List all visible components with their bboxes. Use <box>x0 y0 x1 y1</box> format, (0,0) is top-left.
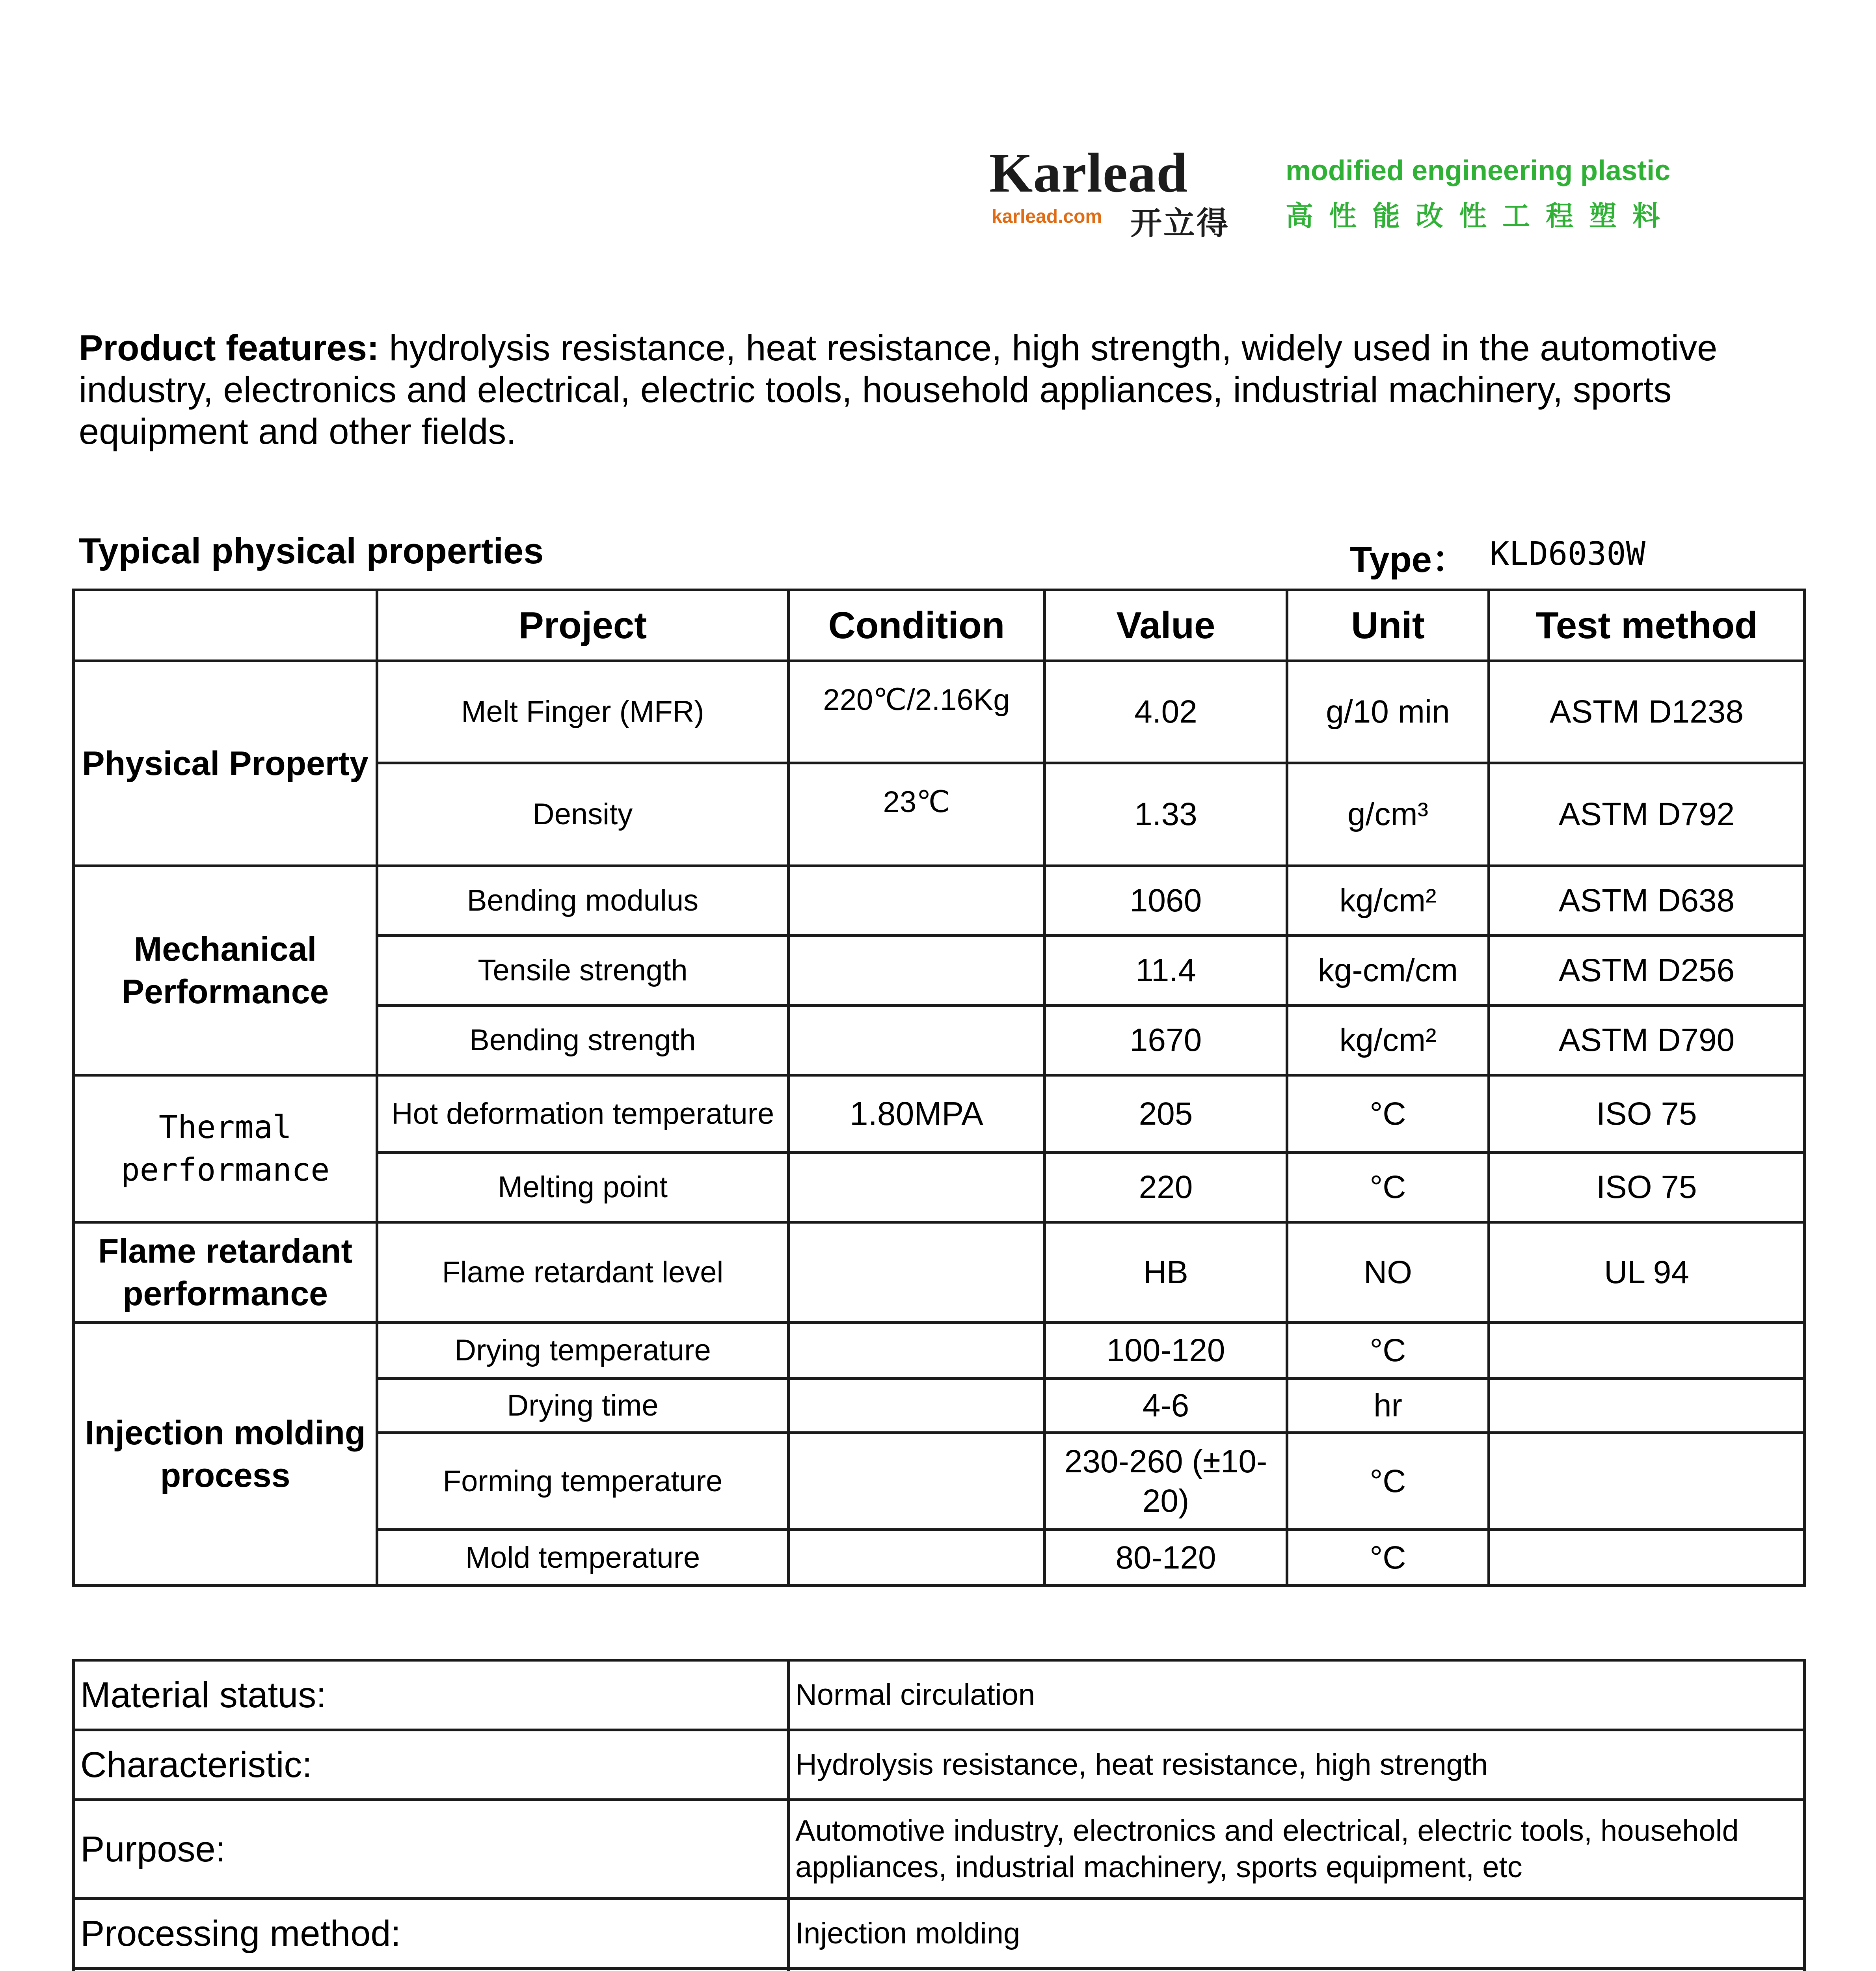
method-cell <box>1489 1433 1805 1530</box>
project-cell: Tensile strength <box>377 936 789 1006</box>
product-features-label: Product features: <box>79 328 379 368</box>
category-injection: Injection molding process <box>74 1323 377 1586</box>
project-cell: Bending modulus <box>377 866 789 936</box>
header-project: Project <box>377 590 789 661</box>
unit-cell: kg-cm/cm <box>1287 936 1489 1006</box>
condition-cell: 23℃ <box>789 763 1045 866</box>
method-cell: ASTM D256 <box>1489 936 1805 1006</box>
value-cell: 80-120 <box>1045 1530 1287 1586</box>
table-row <box>74 866 1805 936</box>
info-value <box>789 1969 1805 1971</box>
value-cell: 220 <box>1045 1153 1287 1222</box>
project-cell: Drying time <box>377 1379 789 1433</box>
method-cell: ASTM D792 <box>1489 763 1805 866</box>
category-physical: Physical Property <box>74 661 377 866</box>
logo-chinese-name: 开立得 <box>1130 205 1230 242</box>
unit-cell: g/cm³ <box>1287 763 1489 866</box>
info-key: Material status: <box>74 1660 789 1730</box>
value-cell: 100-120 <box>1045 1323 1287 1379</box>
condition-cell <box>789 1323 1045 1379</box>
unit-cell: hr <box>1287 1379 1489 1433</box>
info-row <box>74 1969 1805 1971</box>
info-key: Processing method: <box>74 1899 789 1969</box>
category-thermal: Thermal performance <box>74 1075 377 1222</box>
value-cell: 1.33 <box>1045 763 1287 866</box>
value-cell: 1670 <box>1045 1006 1287 1075</box>
method-cell: ASTM D1238 <box>1489 661 1805 763</box>
condition-cell <box>789 1006 1045 1075</box>
unit-cell: kg/cm² <box>1287 866 1489 936</box>
header-unit: Unit <box>1287 590 1489 661</box>
info-key: Purpose: <box>74 1800 789 1899</box>
unit-cell: °C <box>1287 1530 1489 1586</box>
unit-cell: °C <box>1287 1323 1489 1379</box>
unit-cell: g/10 min <box>1287 661 1489 763</box>
value-cell: 230-260 (±10-20) <box>1045 1433 1287 1530</box>
logo-wordmark: Karlead <box>989 142 1188 204</box>
header-condition: Condition <box>789 590 1045 661</box>
condition-cell: 1.80MPA <box>789 1075 1045 1153</box>
tagline-chinese: 高性能改性工程塑料 <box>1286 200 1676 232</box>
info-key: Characteristic: <box>74 1730 789 1800</box>
info-row <box>74 1730 1805 1800</box>
unit-cell: °C <box>1287 1153 1489 1222</box>
category-mechanical: Mechanical Performance <box>74 866 377 1075</box>
info-row <box>74 1800 1805 1899</box>
product-features-text: hydrolysis resistance, heat resistance, high strength, widely used in the automotive industry, electronics and electrical, electric tools, household appliances, industrial machinery, sports equipment and other fields. <box>79 328 1718 452</box>
method-cell <box>1489 1530 1805 1586</box>
table-row <box>74 1222 1805 1323</box>
project-cell: Forming temperature <box>377 1433 789 1530</box>
value-cell: HB <box>1045 1222 1287 1323</box>
method-cell: ASTM D638 <box>1489 866 1805 936</box>
project-cell: Drying temperature <box>377 1323 789 1379</box>
info-key <box>74 1969 789 1971</box>
condition-cell <box>789 1153 1045 1222</box>
project-cell: Hot deformation temperature <box>377 1075 789 1153</box>
project-cell: Bending strength <box>377 1006 789 1075</box>
table-row <box>74 661 1805 763</box>
project-cell: Melting point <box>377 1153 789 1222</box>
value-cell: 205 <box>1045 1075 1287 1153</box>
condition-cell <box>789 1222 1045 1323</box>
condition-cell <box>789 1379 1045 1433</box>
logo-url: karlead.com <box>992 206 1102 227</box>
project-cell: Mold temperature <box>377 1530 789 1586</box>
value-cell: 1060 <box>1045 866 1287 936</box>
project-cell: Melt Finger (MFR) <box>377 661 789 763</box>
info-value: Hydrolysis resistance, heat resistance, high strength <box>789 1730 1805 1800</box>
material-info-table <box>72 1659 1806 1971</box>
section-title: Typical physical properties <box>79 531 544 571</box>
unit-cell: °C <box>1287 1075 1489 1153</box>
value-cell: 4-6 <box>1045 1379 1287 1433</box>
method-cell <box>1489 1379 1805 1433</box>
value-cell: 4.02 <box>1045 661 1287 763</box>
type-label: Type： <box>1350 540 1468 580</box>
info-row <box>74 1660 1805 1730</box>
condition-cell <box>789 1530 1045 1586</box>
method-cell: ASTM D790 <box>1489 1006 1805 1075</box>
properties-table <box>72 589 1806 1587</box>
condition-cell <box>789 866 1045 936</box>
info-value: Automotive industry, electronics and electrical, electric tools, household appliances, industrial machinery, sports equipment, etc <box>789 1800 1805 1899</box>
condition-cell <box>789 936 1045 1006</box>
header-category <box>74 590 377 661</box>
unit-cell: NO <box>1287 1222 1489 1323</box>
unit-cell: kg/cm² <box>1287 1006 1489 1075</box>
value-cell: 11.4 <box>1045 936 1287 1006</box>
info-row <box>74 1899 1805 1969</box>
condition-cell <box>789 1433 1045 1530</box>
header-value: Value <box>1045 590 1287 661</box>
condition-cell: 220℃/2.16Kg <box>789 661 1045 763</box>
type-value: KLD6030W <box>1490 535 1645 573</box>
unit-cell: °C <box>1287 1433 1489 1530</box>
method-cell: ISO 75 <box>1489 1075 1805 1153</box>
category-flame: Flame retardant performance <box>74 1222 377 1323</box>
info-value: Injection molding <box>789 1899 1805 1969</box>
table-row <box>74 1075 1805 1153</box>
project-cell: Density <box>377 763 789 866</box>
method-cell: UL 94 <box>1489 1222 1805 1323</box>
info-value: Normal circulation <box>789 1660 1805 1730</box>
project-cell: Flame retardant level <box>377 1222 789 1323</box>
header-test-method: Test method <box>1489 590 1805 661</box>
tagline-english: modified engineering plastic <box>1286 155 1671 186</box>
method-cell: ISO 75 <box>1489 1153 1805 1222</box>
table-header-row <box>74 590 1805 661</box>
table-row <box>74 1323 1805 1379</box>
product-features <box>79 327 1813 453</box>
method-cell <box>1489 1323 1805 1379</box>
